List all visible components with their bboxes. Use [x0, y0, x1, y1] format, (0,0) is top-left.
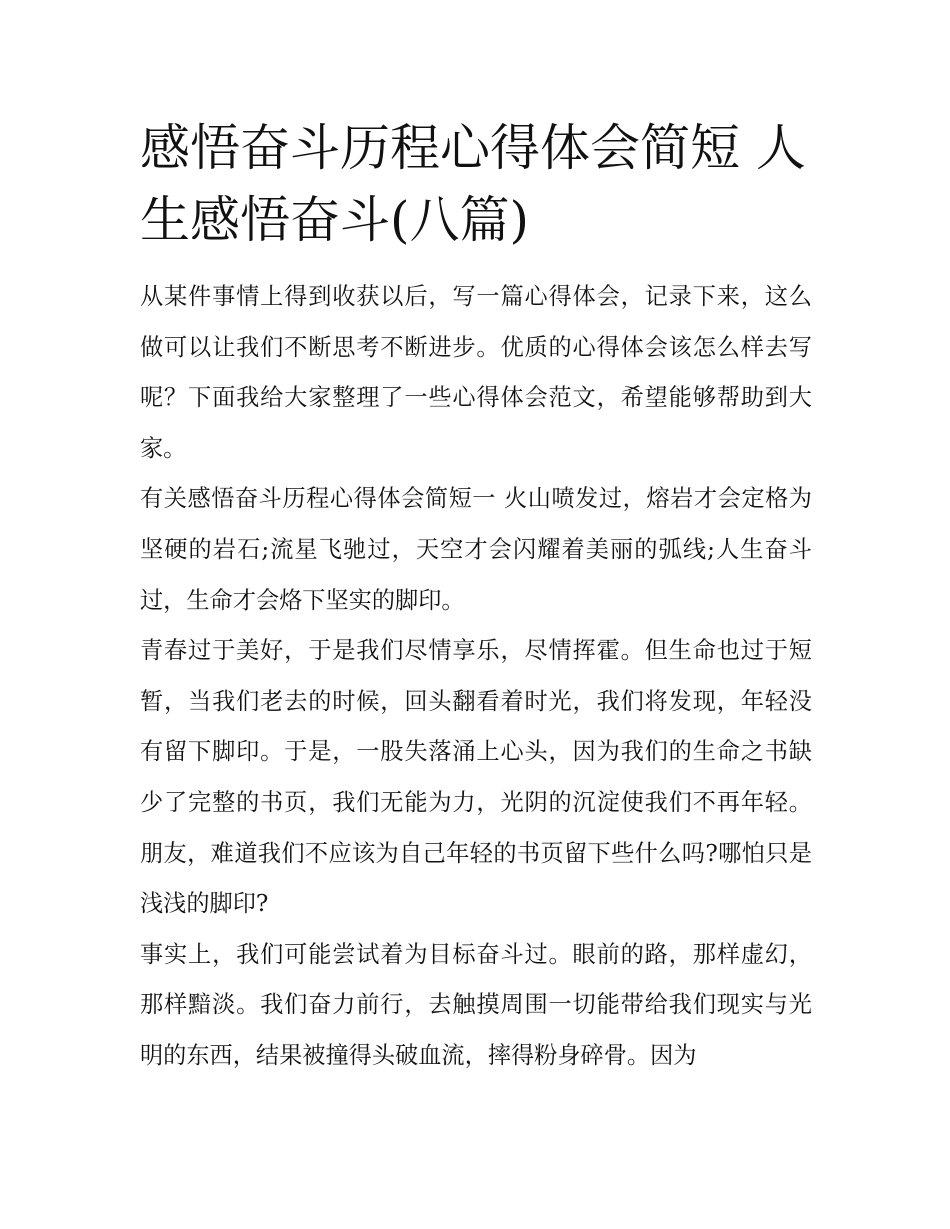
paragraph-youth: 青春过于美好，于是我们尽情享乐，尽情挥霍。但生命也过于短暂，当我们老去的时候，回头翻看着时光，我们将发现，年轻没有留下脚印。于是，一股失落涌上心头，因为我们的生命之书缺少了完整的书页，我们无能为力，光阴的沉淀使我们不再年轻。朋友，难道我们不应该为自己年轻的书页留下些什么吗?哪怕只是浅浅的脚印? [140, 637, 812, 918]
document-title: 感悟奋斗历程心得体会简短 人生感悟奋斗(八篇) [140, 119, 806, 249]
document-body [140, 272, 812, 1082]
document-page [140, 112, 812, 1082]
paragraph-intro: 从某件事情上得到收获以后，写一篇心得体会，记录下来，这么做可以让我们不断思考不断进步。优质的心得体会该怎么样去写呢？下面我给大家整理了一些心得体会范文，希望能够帮助到大家。 [140, 283, 812, 462]
paragraph-struggle: 事实上，我们可能尝试着为目标奋斗过。眼前的路，那样虚幻，那样黯淡。我们奋力前行，去触摸周围一切能带给我们现实与光明的东西，结果被撞得头破血流，摔得粉身碎骨。因为 [140, 940, 812, 1069]
paragraph-section-one: 有关感悟奋斗历程心得体会简短一 火山喷发过，熔岩才会定格为坚硬的岩石;流星飞驰过，天空才会闪耀着美丽的弧线;人生奋斗过，生命才会烙下坚实的脚印。 [140, 485, 812, 614]
